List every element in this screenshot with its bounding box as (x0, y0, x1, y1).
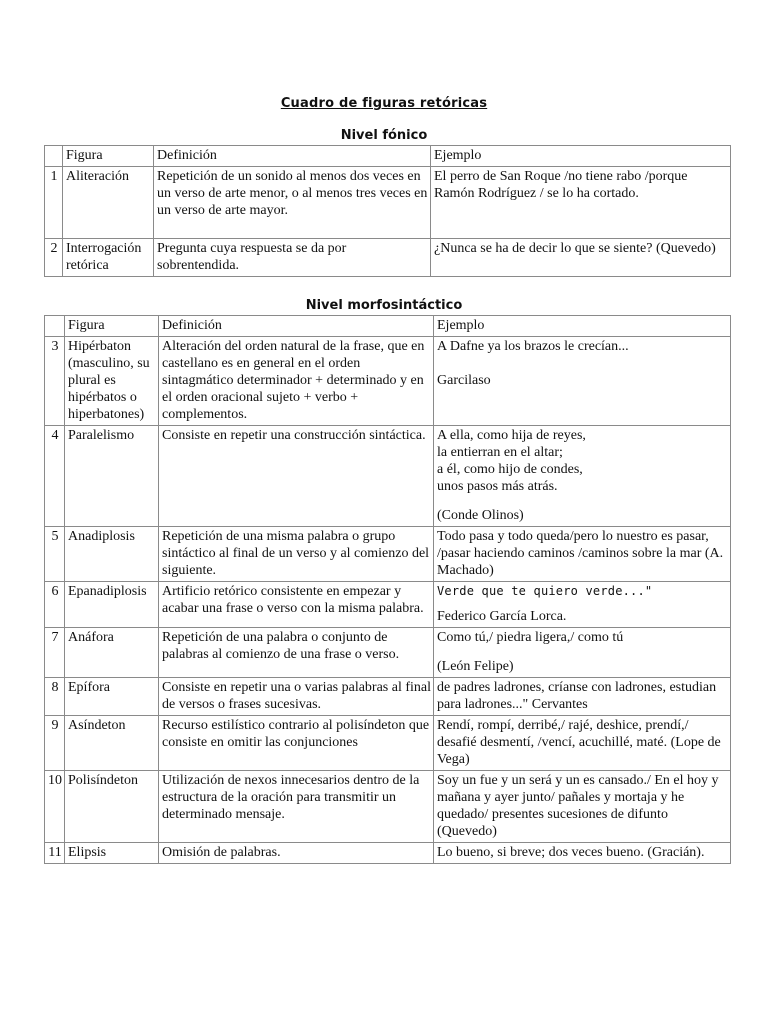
ejemplo-line: unos pasos más atrás. (437, 479, 558, 494)
ejemplo-line: A Dafne ya los brazos le crecían... (437, 339, 629, 354)
row-definicion: Artificio retórico consistente en empezar y acabar una frase o verso con la misma palabra. (159, 582, 434, 628)
header-figura: Figura (65, 316, 159, 337)
document-title: Cuadro de figuras retóricas (280, 96, 488, 111)
row-num: 11 (45, 843, 65, 864)
header-num (45, 316, 65, 337)
row-definicion: Omisión de palabras. (159, 843, 434, 864)
row-ejemplo: ¿Nunca se ha de decir lo que se siente? (Quevedo) (431, 239, 731, 277)
row-definicion: Pregunta cuya respuesta se da por sobrentendida. (154, 239, 431, 277)
ejemplo-author: (León Felipe) (437, 659, 514, 674)
ejemplo-author: Federico García Lorca. (437, 609, 567, 624)
table-header-row (45, 316, 731, 337)
row-figura: Epanadiplosis (65, 582, 159, 628)
row-figura: Anadiplosis (65, 527, 159, 582)
row-figura: Polisíndeton (65, 771, 159, 843)
ejemplo-line: A ella, como hija de reyes, (437, 428, 586, 443)
table-row (45, 337, 731, 426)
row-ejemplo: de padres ladrones, críanse con ladrones, estudian para ladrones..." Cervantes (434, 678, 731, 716)
row-figura: Interrogación retórica (63, 239, 154, 277)
row-num: 1 (45, 167, 63, 239)
row-definicion: Utilización de nexos innecesarios dentro de la estructura de la oración para transmitir un determinado mensaje. (159, 771, 434, 843)
row-definicion: Consiste en repetir una o varias palabras al final de versos o frases sucesivas. (159, 678, 434, 716)
row-ejemplo: Soy un fue y un será y un es cansado./ En el hoy y mañana y ayer junto/ pañales y mortaja y he quedado/ presentes sucesiones de difunto (Quevedo) (434, 771, 731, 843)
section-title-morfosintactico: Nivel morfosintáctico (305, 298, 463, 313)
row-num: 7 (45, 628, 65, 678)
table-nivel-morfosintactico (44, 315, 731, 864)
row-definicion: Repetición de un sonido al menos dos veces en un verso de arte menor, o al menos tres veces en un verso de arte mayor. (154, 167, 431, 239)
section-title-fonico: Nivel fónico (340, 128, 428, 143)
row-definicion: Consiste en repetir una construcción sintáctica. (159, 426, 434, 527)
row-ejemplo: Todo pasa y todo queda/pero lo nuestro es pasar, /pasar haciendo caminos /caminos sobre la mar (A. Machado) (434, 527, 731, 582)
table-row (45, 582, 731, 628)
row-figura: Epífora (65, 678, 159, 716)
row-num: 9 (45, 716, 65, 771)
table-row (45, 716, 731, 771)
row-ejemplo: Lo bueno, si breve; dos veces bueno. (Gracián). (434, 843, 731, 864)
row-num: 2 (45, 239, 63, 277)
table-row (45, 239, 731, 277)
table-row (45, 843, 731, 864)
ejemplo-author: (Conde Olinos) (437, 508, 524, 523)
row-ejemplo: Rendí, rompí, derribé,/ rajé, deshice, prendí,/ desafié desmentí, /vencí, acuchillé, maté. (Lope de Vega) (434, 716, 731, 771)
row-figura: Elipsis (65, 843, 159, 864)
header-definicion: Definición (159, 316, 434, 337)
row-ejemplo (434, 426, 731, 527)
header-num (45, 146, 63, 167)
table-row (45, 678, 731, 716)
row-ejemplo (434, 628, 731, 678)
row-definicion: Repetición de una palabra o conjunto de palabras al comienzo de una frase o verso. (159, 628, 434, 678)
row-figura: Paralelismo (65, 426, 159, 527)
row-num: 8 (45, 678, 65, 716)
row-num: 3 (45, 337, 65, 426)
row-num: 10 (45, 771, 65, 843)
ejemplo-line: Verde que te quiero verde..." (437, 584, 653, 598)
row-ejemplo (434, 582, 731, 628)
header-ejemplo: Ejemplo (434, 316, 731, 337)
table-row (45, 426, 731, 527)
ejemplo-author: Garcilaso (437, 373, 491, 388)
table-row (45, 771, 731, 843)
ejemplo-line: a él, como hijo de condes, (437, 462, 583, 477)
row-figura: Anáfora (65, 628, 159, 678)
table-row (45, 527, 731, 582)
table-nivel-fonico (44, 145, 731, 277)
row-figura: Aliteración (63, 167, 154, 239)
table-row (45, 628, 731, 678)
header-figura: Figura (63, 146, 154, 167)
row-figura: Hipérbaton (masculino, su plural es hipérbatos o hiperbatones) (65, 337, 159, 426)
ejemplo-line: Como tú,/ piedra ligera,/ como tú (437, 630, 624, 645)
header-ejemplo: Ejemplo (431, 146, 731, 167)
row-figura: Asíndeton (65, 716, 159, 771)
row-ejemplo: El perro de San Roque /no tiene rabo /porque Ramón Rodríguez / se lo ha cortado. (431, 167, 731, 239)
ejemplo-line: la entierran en el altar; (437, 445, 563, 460)
row-num: 4 (45, 426, 65, 527)
row-num: 5 (45, 527, 65, 582)
row-definicion: Alteración del orden natural de la frase, que en castellano es en general en el orden sintagmático determinador + determinado y en el orden oracional sujeto + verbo + complementos. (159, 337, 434, 426)
row-definicion: Repetición de una misma palabra o grupo sintáctico al final de un verso y al comienzo del siguiente. (159, 527, 434, 582)
row-definicion: Recurso estilístico contrario al polisíndeton que consiste en omitir las conjunciones (159, 716, 434, 771)
row-num: 6 (45, 582, 65, 628)
header-definicion: Definición (154, 146, 431, 167)
table-row (45, 167, 731, 239)
row-ejemplo (434, 337, 731, 426)
table-header-row (45, 146, 731, 167)
